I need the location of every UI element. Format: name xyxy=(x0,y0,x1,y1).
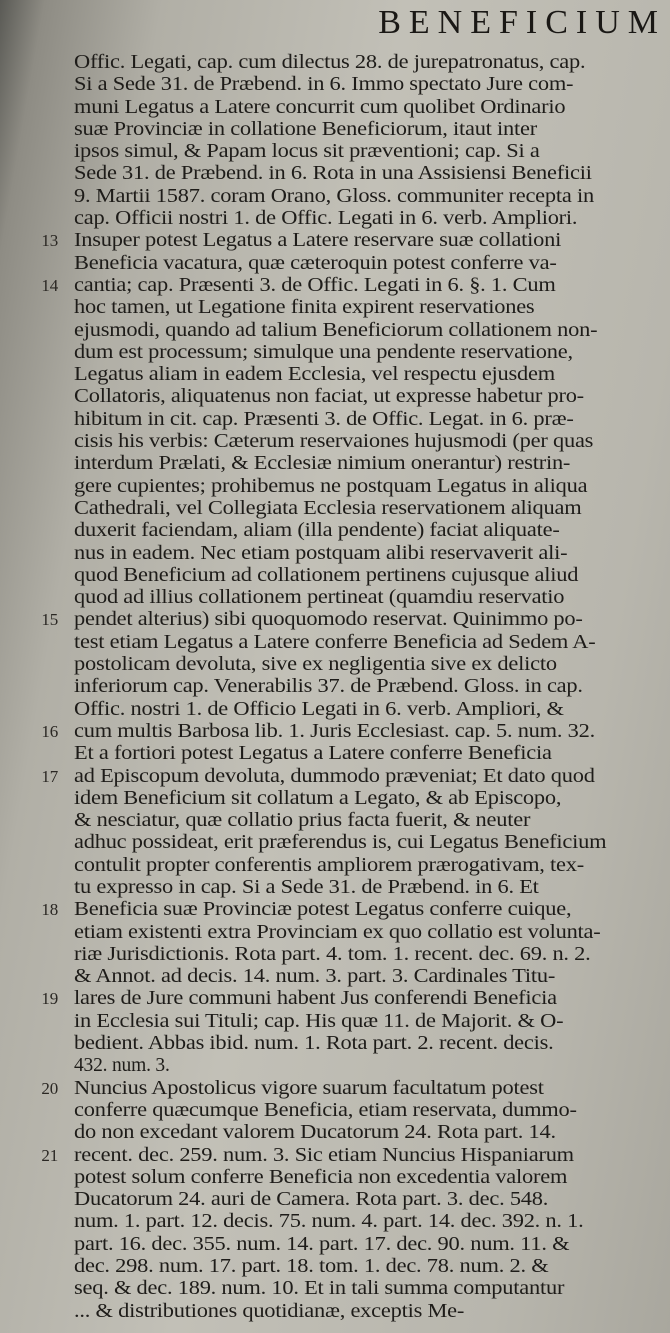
margin-paragraph-number: 15 xyxy=(41,610,58,630)
text-line xyxy=(34,1078,660,1100)
text-line xyxy=(34,1145,660,1167)
line-text: Et a fortiori potest Legatus a Latere conferre Beneficia xyxy=(74,743,552,765)
text-line xyxy=(34,498,660,520)
line-text: inferiorum cap. Venerabilis 37. de Præbend. Gloss. in cap. xyxy=(74,676,583,698)
running-head: BENEFICIUM xyxy=(378,4,666,41)
text-line xyxy=(34,988,660,1010)
text-line xyxy=(34,186,660,208)
text-line xyxy=(34,163,660,185)
text-line xyxy=(34,476,660,498)
text-line xyxy=(34,141,660,163)
line-text: hoc tamen, ut Legatione finita expirent reservationes xyxy=(74,297,535,319)
text-line xyxy=(34,810,660,832)
line-text: & Annot. ad decis. 14. num. 3. part. 3. Cardinales Titu- xyxy=(74,966,556,988)
line-text: num. 1. part. 12. decis. 75. num. 4. part. 14. dec. 392. n. 1. xyxy=(74,1211,584,1233)
text-line xyxy=(34,1256,660,1278)
text-line xyxy=(34,453,660,475)
text-line xyxy=(34,966,660,988)
text-line xyxy=(34,654,660,676)
line-text: gere cupientes; prohibemus ne postquam Legatus in aliqua xyxy=(74,475,588,497)
text-line xyxy=(34,1301,660,1323)
text-line xyxy=(34,1122,660,1144)
line-text: cum multis Barbosa lib. 1. Juris Ecclesiast. cap. 5. num. 32. xyxy=(74,720,595,742)
line-text: postolicam devoluta, sive ex negligentia sive ex delicto xyxy=(74,654,557,676)
line-text: dec. 298. num. 17. part. 18. tom. 1. dec. 78. num. 2. & xyxy=(74,1256,549,1278)
text-line xyxy=(34,699,660,721)
margin-paragraph-number: 13 xyxy=(41,231,58,251)
text-line xyxy=(34,721,660,743)
text-line xyxy=(34,431,660,453)
text-line xyxy=(34,97,660,119)
line-text: ejusmodi, quando ad talium Beneficiorum collationem non- xyxy=(74,319,598,341)
margin-paragraph-number: 17 xyxy=(41,766,58,786)
line-text: & nesciatur, quæ collatio prius facta fuerit, & neuter xyxy=(74,810,531,832)
line-text: Legatus aliam in eadem Ecclesia, vel respectu ejusdem xyxy=(74,364,555,386)
margin-paragraph-number: 16 xyxy=(41,721,58,741)
line-text: Insuper potest Legatus a Latere reservare suæ collationi xyxy=(74,230,562,252)
line-text: riæ Jurisdictionis. Rota part. 4. tom. 1. recent. dec. 69. n. 2. xyxy=(74,943,591,965)
line-text: bedient. Abbas ibid. num. 1. Rota part. 2. recent. decis. xyxy=(74,1033,554,1055)
text-line xyxy=(34,208,660,230)
text-line xyxy=(34,342,660,364)
line-text: Beneficia suæ Provinciæ potest Legatus conferre cuique, xyxy=(74,899,572,921)
line-text: 9. Martii 1587. coram Orano, Gloss. communiter recepta in xyxy=(74,185,594,207)
line-text: lares de Jure communi habent Jus conferendi Beneficia xyxy=(74,988,557,1010)
line-text: Offic. Legati, cap. cum dilectus 28. de jurepatronatus, cap. xyxy=(74,52,586,73)
line-text: potest solum conferre Beneficia non excedentia valorem xyxy=(74,1166,568,1188)
line-text: ... & distributiones quotidianæ, exceptis Me- xyxy=(74,1300,465,1322)
text-line xyxy=(34,1211,660,1233)
line-text: hibitum in cit. cap. Præsenti 3. de Offic. Legat. in 6. præ- xyxy=(74,408,574,430)
line-text: muni Legatus a Latere concurrit cum quolibet Ordinario xyxy=(74,96,566,118)
text-line xyxy=(34,788,660,810)
line-text: test etiam Legatus a Latere conferre Beneficia ad Sedem A- xyxy=(74,631,596,653)
line-text: dum est processum; simulque una pendente reservatione, xyxy=(74,341,573,363)
text-line xyxy=(34,1100,660,1122)
line-text: idem Beneficium sit collatum a Legato, & ab Episcopo, xyxy=(74,787,562,809)
line-text: seq. & dec. 189. num. 10. Et in tali summa computantur xyxy=(74,1278,565,1300)
line-text: contulit propter conferentis ampliorem prærogativam, tex- xyxy=(74,854,584,876)
line-text: cantia; cap. Præsenti 3. de Offic. Legati in 6. §. 1. Cum xyxy=(74,274,556,296)
line-text: ad Episcopum devoluta, dummodo præveniat; Et dato quod xyxy=(74,765,595,787)
line-text: quod Beneficium ad collationem pertinens cujusque aliud xyxy=(74,564,579,586)
line-text: Ducatorum 24. auri de Camera. Rota part. 3. dec. 548. xyxy=(74,1189,549,1211)
margin-paragraph-number: 20 xyxy=(41,1078,58,1098)
text-line xyxy=(34,922,660,944)
margin-paragraph-number: 18 xyxy=(41,900,58,920)
line-text: interdum Prælati, & Ecclesiæ nimium onerantur) restrin- xyxy=(74,453,571,475)
text-line xyxy=(34,609,660,631)
line-text: quod ad illius collationem pertineat (quamdiu reservatio xyxy=(74,587,565,609)
text-line xyxy=(34,1167,660,1189)
text-line xyxy=(34,1011,660,1033)
line-text: in Ecclesia sui Tituli; cap. His quæ 11. de Majorit. & O- xyxy=(74,1010,564,1032)
text-line xyxy=(34,74,660,96)
line-text: conferre quæcumque Beneficia, etiam reservata, dummo- xyxy=(74,1099,577,1121)
line-text: pendet alterius) sibi quoquomodo reservat. Quinimmo po- xyxy=(74,609,583,631)
text-line xyxy=(34,743,660,765)
text-line xyxy=(34,587,660,609)
line-text: Nuncius Apostolicus vigore suarum facultatum potest xyxy=(74,1077,544,1099)
text-line xyxy=(34,1278,660,1300)
text-line xyxy=(34,297,660,319)
text-line xyxy=(34,676,660,698)
line-text: recent. dec. 259. num. 3. Sic etiam Nuncius Hispaniarum xyxy=(74,1144,574,1166)
line-text: Beneficia vacatura, quæ cæteroquin potest conferre va- xyxy=(74,252,557,274)
line-text: 432. num. 3. xyxy=(74,1055,170,1077)
text-line xyxy=(34,944,660,966)
line-text: cisis his verbis: Cæterum reservaiones hujusmodi (per quas xyxy=(74,431,594,453)
text-line xyxy=(34,1055,660,1077)
text-line xyxy=(34,253,660,275)
text-line xyxy=(34,320,660,342)
text-line xyxy=(34,632,660,654)
line-text: adhuc possideat, erit præferendus is, cui Legatus Beneficium xyxy=(74,832,607,854)
text-line xyxy=(34,119,660,141)
line-text: Cathedrali, vel Collegiata Ecclesia reservationem aliquam xyxy=(74,497,582,519)
text-line xyxy=(34,766,660,788)
text-line xyxy=(34,1234,660,1256)
text-line xyxy=(34,855,660,877)
line-text: nus in eadem. Nec etiam postquam alibi reservaverit ali- xyxy=(74,542,568,564)
line-text: tu expresso in cap. Si a Sede 31. de Præbend. in 6. Et xyxy=(74,876,539,898)
text-line xyxy=(34,1189,660,1211)
text-line xyxy=(34,520,660,542)
line-text: duxerit faciendam, aliam (illa pendente) faciat aliquate- xyxy=(74,520,560,542)
margin-paragraph-number: 21 xyxy=(41,1145,58,1165)
text-line xyxy=(34,877,660,899)
line-text: etiam existenti extra Provinciam ex quo collatio est volunta- xyxy=(74,921,601,943)
text-line xyxy=(34,52,660,74)
line-text: Collatoris, aliquatenus non faciat, ut expresse habetur pro- xyxy=(74,386,584,408)
text-line xyxy=(34,275,660,297)
text-line xyxy=(34,543,660,565)
text-line xyxy=(34,364,660,386)
text-line xyxy=(34,899,660,921)
line-text: ipsos simul, & Papam locus sit præventioni; cap. Si a xyxy=(74,141,540,163)
text-line xyxy=(34,1033,660,1055)
text-column xyxy=(34,52,660,1323)
line-text: suæ Provinciæ in collatione Beneficiorum, itaut inter xyxy=(74,118,538,140)
text-line xyxy=(34,832,660,854)
margin-paragraph-number: 19 xyxy=(41,989,58,1009)
line-text: cap. Officii nostri 1. de Offic. Legati in 6. verb. Ampliori. xyxy=(74,208,578,230)
text-line xyxy=(34,230,660,252)
line-text: Sede 31. de Præbend. in 6. Rota in una Assisiensi Beneficii xyxy=(74,163,592,185)
line-text: part. 16. dec. 355. num. 14. part. 17. dec. 90. num. 11. & xyxy=(74,1233,570,1255)
text-line xyxy=(34,565,660,587)
text-line xyxy=(34,409,660,431)
margin-paragraph-number: 14 xyxy=(41,275,58,295)
line-text: do non excedant valorem Ducatorum 24. Rota part. 14. xyxy=(74,1122,556,1144)
text-line xyxy=(34,386,660,408)
line-text: Offic. nostri 1. de Officio Legati in 6. verb. Ampliori, & xyxy=(74,698,564,720)
line-text: Si a Sede 31. de Præbend. in 6. Immo spectato Jure com- xyxy=(74,74,574,96)
